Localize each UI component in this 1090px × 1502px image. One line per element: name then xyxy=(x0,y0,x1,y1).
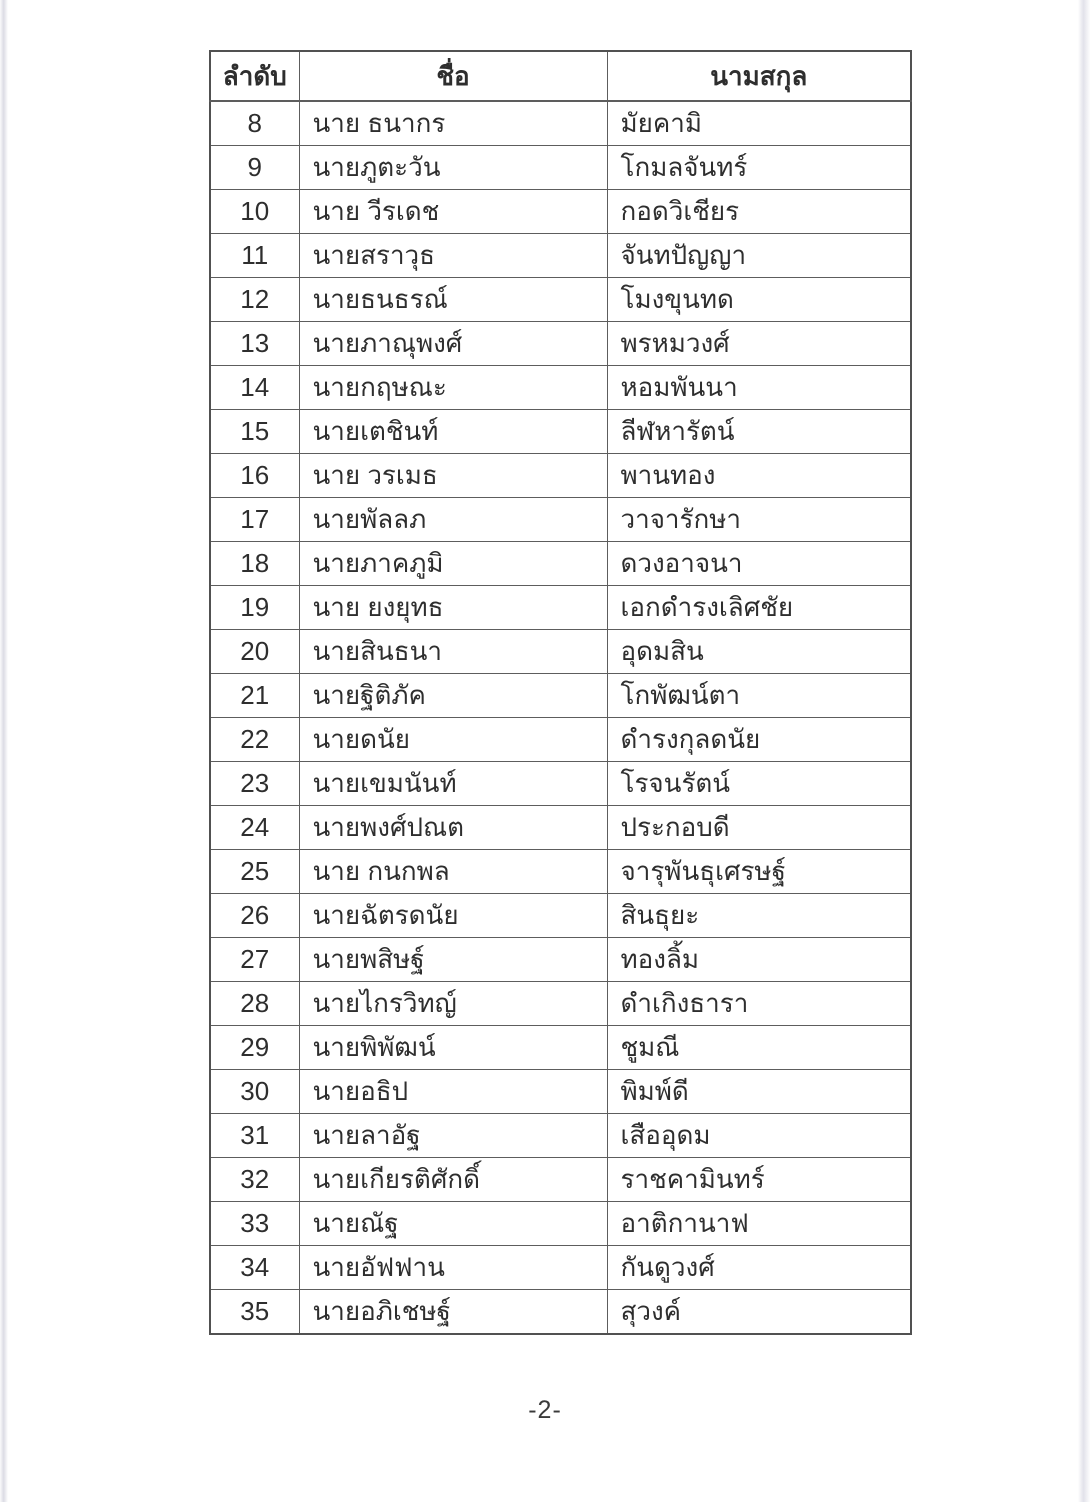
first-name-cell: นายเกียรติศักดิ์ xyxy=(299,1158,607,1202)
header-number: ลำดับ xyxy=(210,51,299,101)
first-name-cell: นายพงศ์ปณต xyxy=(299,806,607,850)
last-name-cell: กอดวิเชียร xyxy=(607,190,911,234)
row-number-cell: 12 xyxy=(210,278,299,322)
first-name-cell: นายไกรวิทญ์ xyxy=(299,982,607,1026)
last-name-cell: โรจนรัตน์ xyxy=(607,762,911,806)
last-name-cell: ลีฬหารัตน์ xyxy=(607,410,911,454)
table-row xyxy=(210,322,911,366)
page-right-edge-shadow xyxy=(1078,0,1090,1502)
last-name-cell: โกมลจันทร์ xyxy=(607,146,911,190)
last-name-cell: จันทปัญญา xyxy=(607,234,911,278)
last-name-cell: พิมพ์ดี xyxy=(607,1070,911,1114)
first-name-cell: นายอัฟฟาน xyxy=(299,1246,607,1290)
first-name-cell: นายอภิเชษฐ์ xyxy=(299,1290,607,1335)
table-row xyxy=(210,101,911,146)
last-name-cell: หอมพันนา xyxy=(607,366,911,410)
last-name-cell: ราชคามินทร์ xyxy=(607,1158,911,1202)
last-name-cell: โมงขุนทด xyxy=(607,278,911,322)
first-name-cell: นายกฤษณะ xyxy=(299,366,607,410)
table-row xyxy=(210,410,911,454)
row-number-cell: 31 xyxy=(210,1114,299,1158)
first-name-cell: นาย ยงยุทธ xyxy=(299,586,607,630)
table-row xyxy=(210,806,911,850)
first-name-cell: นายอธิป xyxy=(299,1070,607,1114)
first-name-cell: นายสินธนา xyxy=(299,630,607,674)
first-name-cell: นายฐิติภัค xyxy=(299,674,607,718)
header-last-name: นามสกุล xyxy=(607,51,911,101)
first-name-cell: นาย ธนากร xyxy=(299,101,607,146)
first-name-cell: นายพิพัฒน์ xyxy=(299,1026,607,1070)
last-name-cell: ดำรงกุลดนัย xyxy=(607,718,911,762)
row-number-cell: 14 xyxy=(210,366,299,410)
table-row xyxy=(210,366,911,410)
table-row xyxy=(210,718,911,762)
table-row xyxy=(210,146,911,190)
first-name-cell: นายลาอัฐ xyxy=(299,1114,607,1158)
first-name-cell: นายภูตะวัน xyxy=(299,146,607,190)
table-row xyxy=(210,1026,911,1070)
last-name-cell: สุวงค์ xyxy=(607,1290,911,1335)
page-number: -2- xyxy=(528,1396,562,1424)
last-name-cell: อุดมสิน xyxy=(607,630,911,674)
row-number-cell: 23 xyxy=(210,762,299,806)
table-row xyxy=(210,542,911,586)
row-number-cell: 35 xyxy=(210,1290,299,1335)
row-number-cell: 27 xyxy=(210,938,299,982)
table-row xyxy=(210,762,911,806)
row-number-cell: 8 xyxy=(210,101,299,146)
first-name-cell: นายณัฐ xyxy=(299,1202,607,1246)
table-row xyxy=(210,938,911,982)
table-row xyxy=(210,586,911,630)
last-name-cell: ชูมณี xyxy=(607,1026,911,1070)
row-number-cell: 15 xyxy=(210,410,299,454)
last-name-cell: กันดูวงศ์ xyxy=(607,1246,911,1290)
table-row xyxy=(210,1246,911,1290)
row-number-cell: 9 xyxy=(210,146,299,190)
last-name-cell: ประกอบดี xyxy=(607,806,911,850)
last-name-cell: พรหมวงศ์ xyxy=(607,322,911,366)
first-name-cell: นาย กนกพล xyxy=(299,850,607,894)
row-number-cell: 21 xyxy=(210,674,299,718)
table-row xyxy=(210,278,911,322)
last-name-cell: ดวงอาจนา xyxy=(607,542,911,586)
last-name-cell: พานทอง xyxy=(607,454,911,498)
first-name-cell: นาย วรเมธ xyxy=(299,454,607,498)
last-name-cell: วาจารักษา xyxy=(607,498,911,542)
row-number-cell: 34 xyxy=(210,1246,299,1290)
last-name-cell: จารุพันธุเศรษฐ์ xyxy=(607,850,911,894)
row-number-cell: 29 xyxy=(210,1026,299,1070)
table-row xyxy=(210,234,911,278)
row-number-cell: 32 xyxy=(210,1158,299,1202)
row-number-cell: 18 xyxy=(210,542,299,586)
last-name-cell: เอกดำรงเลิศชัย xyxy=(607,586,911,630)
table-row xyxy=(210,674,911,718)
table-row xyxy=(210,982,911,1026)
last-name-cell: สินธุยะ xyxy=(607,894,911,938)
row-number-cell: 16 xyxy=(210,454,299,498)
table-row xyxy=(210,1290,911,1335)
last-name-cell: อาติกานาฟ xyxy=(607,1202,911,1246)
last-name-cell: เสืออุดม xyxy=(607,1114,911,1158)
first-name-cell: นายธนธรณ์ xyxy=(299,278,607,322)
first-name-cell: นายดนัย xyxy=(299,718,607,762)
table-body xyxy=(210,101,911,1334)
row-number-cell: 30 xyxy=(210,1070,299,1114)
name-roster-table xyxy=(209,50,912,1335)
last-name-cell: ดำเกิงธารา xyxy=(607,982,911,1026)
last-name-cell: ทองลิ้ม xyxy=(607,938,911,982)
row-number-cell: 13 xyxy=(210,322,299,366)
first-name-cell: นายสราวุธ xyxy=(299,234,607,278)
first-name-cell: นายพสิษฐ์ xyxy=(299,938,607,982)
last-name-cell: มัยคามิ xyxy=(607,101,911,146)
table-row xyxy=(210,1114,911,1158)
first-name-cell: นาย วีรเดช xyxy=(299,190,607,234)
row-number-cell: 17 xyxy=(210,498,299,542)
last-name-cell: โกพัฒน์ตา xyxy=(607,674,911,718)
row-number-cell: 26 xyxy=(210,894,299,938)
table-row xyxy=(210,1158,911,1202)
first-name-cell: นายเขมนันท์ xyxy=(299,762,607,806)
row-number-cell: 24 xyxy=(210,806,299,850)
first-name-cell: นายภาคภูมิ xyxy=(299,542,607,586)
row-number-cell: 10 xyxy=(210,190,299,234)
first-name-cell: นายเตชินท์ xyxy=(299,410,607,454)
row-number-cell: 25 xyxy=(210,850,299,894)
table-header-row xyxy=(210,51,911,101)
row-number-cell: 33 xyxy=(210,1202,299,1246)
table-row xyxy=(210,1070,911,1114)
table-row xyxy=(210,498,911,542)
table-row xyxy=(210,454,911,498)
first-name-cell: นายฉัตรดนัย xyxy=(299,894,607,938)
table-row xyxy=(210,850,911,894)
header-first-name: ชื่อ xyxy=(299,51,607,101)
first-name-cell: นายภาณุพงศ์ xyxy=(299,322,607,366)
row-number-cell: 20 xyxy=(210,630,299,674)
table-row xyxy=(210,630,911,674)
row-number-cell: 11 xyxy=(210,234,299,278)
page-left-edge-shadow xyxy=(0,0,8,1502)
row-number-cell: 22 xyxy=(210,718,299,762)
table-row xyxy=(210,894,911,938)
first-name-cell: นายพัลลภ xyxy=(299,498,607,542)
table-row xyxy=(210,1202,911,1246)
row-number-cell: 28 xyxy=(210,982,299,1026)
table-row xyxy=(210,190,911,234)
row-number-cell: 19 xyxy=(210,586,299,630)
